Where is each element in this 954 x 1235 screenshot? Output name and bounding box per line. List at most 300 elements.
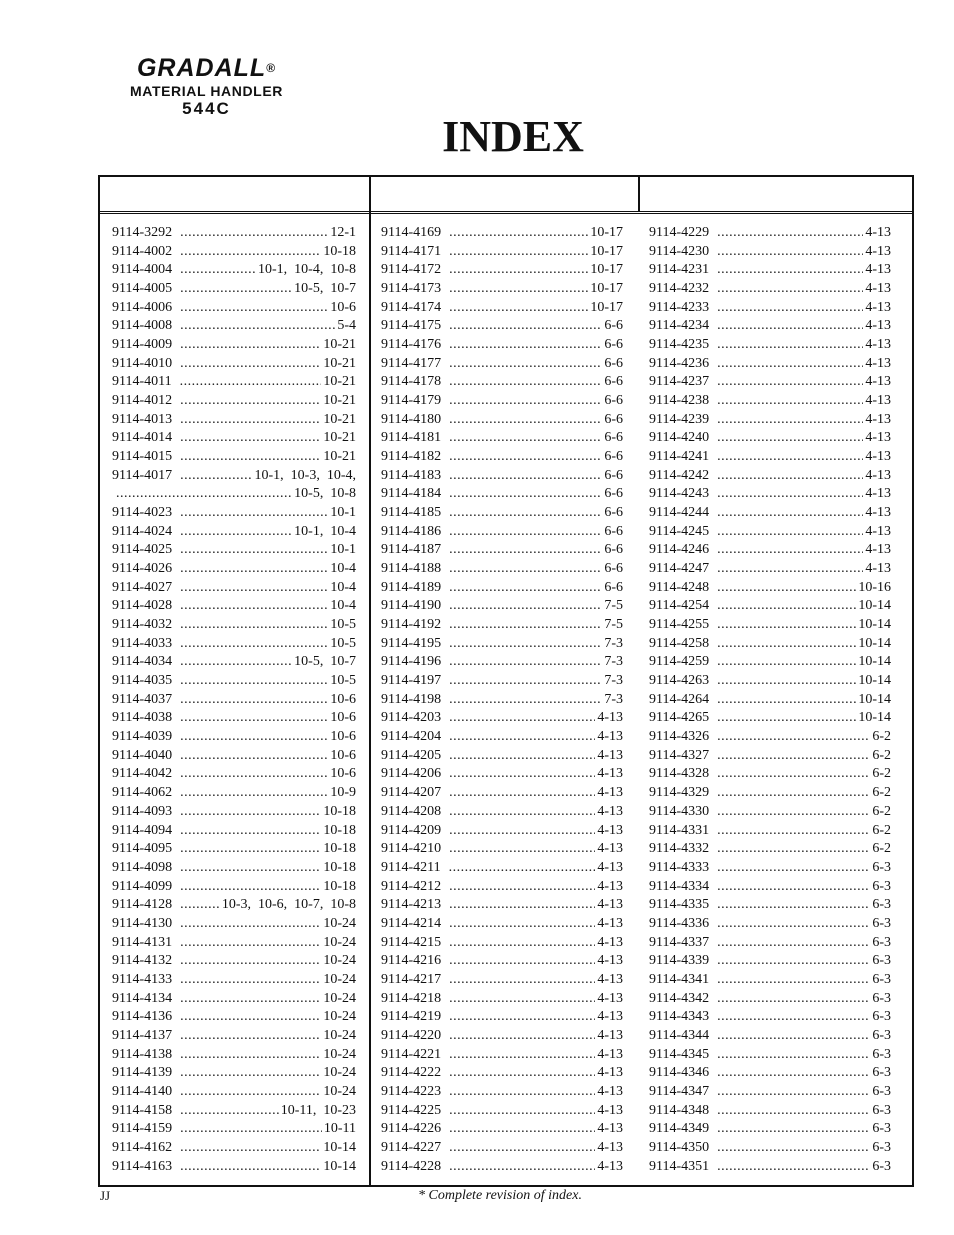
column-divider-2 <box>638 177 640 212</box>
part-number: 9114-4238 <box>649 393 710 409</box>
dot-leader <box>717 822 870 841</box>
page-reference: 4-13 <box>865 243 891 259</box>
part-number: 9114-4033 <box>112 635 173 651</box>
page-reference: 4-13 <box>865 467 891 483</box>
page-reference: 4-13 <box>865 281 891 297</box>
page-reference: 4-13 <box>865 449 891 465</box>
dot-leader <box>717 355 863 374</box>
part-number: 9114-4240 <box>649 430 710 446</box>
index-entry <box>381 878 623 897</box>
page-reference: 6-3 <box>872 990 891 1006</box>
part-number: 9114-4185 <box>381 505 442 521</box>
page-reference: 4-13 <box>865 542 891 558</box>
page-reference: 10-21 <box>323 393 356 409</box>
dot-leader <box>717 728 870 747</box>
part-number: 9114-4209 <box>381 822 442 838</box>
page-reference: 6-3 <box>872 1046 891 1062</box>
page-reference: 6-2 <box>872 785 891 801</box>
dot-leader <box>449 822 595 841</box>
index-entry <box>381 261 623 280</box>
index-column-1 <box>112 224 356 1176</box>
index-entry <box>649 709 891 728</box>
part-number: 9114-4039 <box>112 729 173 745</box>
page-reference: 4-13 <box>865 523 891 539</box>
part-number: 9114-3292 <box>112 225 173 240</box>
index-entry <box>112 1008 356 1027</box>
dot-leader <box>449 429 602 448</box>
dot-leader <box>449 261 588 280</box>
part-number: 9114-4181 <box>381 430 442 446</box>
dot-leader <box>180 691 328 710</box>
part-number: 9114-4192 <box>381 617 442 633</box>
page-reference: 4-13 <box>865 486 891 502</box>
part-number: 9114-4207 <box>381 785 442 801</box>
index-entry <box>649 448 891 467</box>
part-number: 9114-4348 <box>649 1102 710 1118</box>
part-number: 9114-4227 <box>381 1139 442 1155</box>
page-reference: 6-6 <box>604 486 623 502</box>
page-reference: 7-3 <box>604 635 623 651</box>
dot-leader <box>180 915 321 934</box>
dot-leader <box>449 355 602 374</box>
index-entry <box>649 915 891 934</box>
part-number: 9114-4139 <box>112 1065 173 1081</box>
index-entry <box>381 672 623 691</box>
dot-leader <box>449 280 588 299</box>
dot-leader <box>449 317 602 336</box>
dot-leader <box>180 560 328 579</box>
dot-leader <box>717 896 870 915</box>
index-entry <box>112 971 356 990</box>
dot-leader <box>180 1027 321 1046</box>
part-number: 9114-4175 <box>381 318 442 334</box>
part-number: 9114-4174 <box>381 299 442 315</box>
index-entry <box>649 822 891 841</box>
page-reference: 10-14 <box>858 617 891 633</box>
page-reference: 7-5 <box>604 598 623 614</box>
part-number: 9114-4216 <box>381 953 442 969</box>
dot-leader <box>180 859 321 878</box>
part-number: 9114-4014 <box>112 430 173 446</box>
page-reference: 10-17 <box>590 225 623 240</box>
dot-leader <box>180 317 335 336</box>
part-number: 9114-4347 <box>649 1083 710 1099</box>
index-entry <box>649 859 891 878</box>
index-entry <box>649 1083 891 1102</box>
dot-leader <box>449 934 595 953</box>
index-entry <box>649 579 891 598</box>
index-entry <box>649 485 891 504</box>
index-entry <box>381 560 623 579</box>
page-reference: 10-14 <box>858 635 891 651</box>
part-number: 9114-4005 <box>112 281 173 297</box>
part-number: 9114-4232 <box>649 281 710 297</box>
page-reference: 10-24 <box>323 1065 356 1081</box>
index-entry <box>381 1120 623 1139</box>
dot-leader <box>717 1083 870 1102</box>
index-column-2 <box>381 224 623 1176</box>
part-number: 9114-4035 <box>112 673 173 689</box>
part-number: 9114-4183 <box>381 467 442 483</box>
page-reference: 4-13 <box>597 1158 623 1174</box>
page-reference: 4-13 <box>865 411 891 427</box>
dot-leader <box>449 784 595 803</box>
page-reference: 10-24 <box>323 990 356 1006</box>
part-number: 9114-4213 <box>381 897 442 913</box>
dot-leader <box>449 560 602 579</box>
page-reference: 4-13 <box>597 729 623 745</box>
page-reference: 6-6 <box>604 411 623 427</box>
page-reference: 4-13 <box>597 785 623 801</box>
index-entry <box>649 1158 891 1177</box>
page-reference: 10-11 <box>323 1121 356 1137</box>
dot-leader <box>717 691 856 710</box>
dot-leader <box>180 373 322 392</box>
dot-leader <box>449 728 595 747</box>
index-entry <box>112 765 356 784</box>
page-reference: 10-21 <box>323 374 356 390</box>
page-reference: 10-24 <box>323 1027 356 1043</box>
page-reference: 6-6 <box>604 523 623 539</box>
index-entry <box>649 224 891 243</box>
page-reference: 4-13 <box>865 430 891 446</box>
part-number: 9114-4243 <box>649 486 710 502</box>
part-number: 9114-4351 <box>649 1158 710 1174</box>
page-reference: 6-3 <box>872 1102 891 1118</box>
dot-leader <box>449 915 595 934</box>
dot-leader <box>180 709 328 728</box>
dot-leader <box>717 224 863 243</box>
index-entry <box>649 1008 891 1027</box>
dot-leader <box>717 952 870 971</box>
page-reference: 10-24 <box>323 971 356 987</box>
column-divider-1 <box>369 177 371 1187</box>
page-reference: 10-1, 10-4, 10-8 <box>258 262 356 278</box>
part-number: 9114-4241 <box>649 449 710 465</box>
dot-leader <box>180 616 328 635</box>
index-entry <box>381 280 623 299</box>
dot-leader <box>717 934 870 953</box>
dot-leader <box>717 1008 870 1027</box>
page-reference: 10-6 <box>330 691 356 707</box>
dot-leader <box>180 280 292 299</box>
part-number: 9114-4330 <box>649 803 710 819</box>
page-reference: 6-3 <box>872 897 891 913</box>
part-number: 9114-4339 <box>649 953 710 969</box>
dot-leader <box>717 336 863 355</box>
dot-leader <box>449 1083 595 1102</box>
part-number: 9114-4042 <box>112 766 173 782</box>
page-reference: 6-3 <box>872 859 891 875</box>
index-entry <box>649 243 891 262</box>
page-reference: 7-5 <box>604 617 623 633</box>
page-reference: 6-3 <box>872 1139 891 1155</box>
part-number: 9114-4137 <box>112 1027 173 1043</box>
part-number: 9114-4023 <box>112 505 173 521</box>
index-entry <box>112 990 356 1009</box>
index-entry <box>381 840 623 859</box>
dot-leader <box>449 840 595 859</box>
page-reference: 10-3, 10-6, 10-7, 10-8 <box>221 897 356 913</box>
dot-leader <box>717 1064 870 1083</box>
part-number: 9114-4345 <box>649 1046 710 1062</box>
index-entry <box>649 504 891 523</box>
part-number: 9114-4131 <box>112 934 173 950</box>
index-entry <box>381 915 623 934</box>
page-reference: 6-2 <box>872 841 891 857</box>
part-number: 9114-4136 <box>112 1009 173 1025</box>
page-reference: 4-13 <box>597 1009 623 1025</box>
part-number: 9114-4133 <box>112 971 173 987</box>
dot-leader <box>180 952 321 971</box>
dot-leader <box>449 952 595 971</box>
dot-leader <box>449 541 602 560</box>
page-reference: 10-21 <box>323 411 356 427</box>
page-reference: 4-13 <box>865 225 891 240</box>
dot-leader <box>180 504 328 523</box>
part-number: 9114-4128 <box>112 897 173 913</box>
part-number: 9114-4341 <box>649 971 710 987</box>
part-number: 9114-4189 <box>381 579 442 595</box>
dot-leader <box>449 336 602 355</box>
dot-leader <box>449 878 595 897</box>
page-reference: 6-6 <box>604 355 623 371</box>
dot-leader <box>717 1102 870 1121</box>
part-number: 9114-4217 <box>381 971 442 987</box>
dot-leader <box>717 765 870 784</box>
page-reference: 4-13 <box>597 1102 623 1118</box>
index-column-3 <box>649 224 891 1176</box>
page-reference: 4-13 <box>865 374 891 390</box>
page-reference: 6-3 <box>872 1121 891 1137</box>
dot-leader <box>180 1120 322 1139</box>
part-number: 9114-4197 <box>381 673 442 689</box>
part-number: 9114-4349 <box>649 1121 710 1137</box>
page-reference: 10-6 <box>330 766 356 782</box>
index-entry <box>381 411 623 430</box>
page-reference: 10-24 <box>323 1046 356 1062</box>
dot-leader <box>717 504 863 523</box>
page-reference: 4-13 <box>597 710 623 726</box>
page-reference: 4-13 <box>597 953 623 969</box>
dot-leader <box>717 915 870 934</box>
part-number: 9114-4095 <box>112 841 173 857</box>
dot-leader <box>449 803 595 822</box>
index-entry <box>649 523 891 542</box>
index-entry <box>381 243 623 262</box>
footer-code: JJ <box>100 1188 111 1203</box>
dot-leader <box>449 709 595 728</box>
dot-leader <box>180 261 256 280</box>
page-reference: 6-3 <box>872 1083 891 1099</box>
brand-name: GRADALL® <box>136 54 277 82</box>
page-reference: 10-14 <box>858 654 891 670</box>
dot-leader <box>180 896 220 915</box>
page-reference: 12-1 <box>330 225 356 240</box>
index-entry <box>381 1102 623 1121</box>
part-number: 9114-4012 <box>112 393 173 409</box>
part-number: 9114-4210 <box>381 841 442 857</box>
page-reference: 10-24 <box>323 1083 356 1099</box>
index-entry <box>381 299 623 318</box>
dot-leader <box>717 541 863 560</box>
page-reference: 10-4 <box>330 561 356 577</box>
dot-leader <box>449 243 588 262</box>
model-number: 544C <box>182 99 231 118</box>
dot-leader <box>449 1008 595 1027</box>
index-entry <box>112 1139 356 1158</box>
dot-leader <box>180 579 328 598</box>
page-reference: 6-3 <box>872 1027 891 1043</box>
index-entry <box>112 653 356 672</box>
part-number: 9114-4332 <box>649 841 710 857</box>
page-reference: 10-6 <box>330 299 356 315</box>
index-entry <box>649 990 891 1009</box>
index-entry <box>112 840 356 859</box>
part-number: 9114-4331 <box>649 822 710 838</box>
index-entry <box>649 878 891 897</box>
index-entry <box>381 485 623 504</box>
part-number: 9114-4228 <box>381 1158 442 1174</box>
dot-leader <box>717 523 863 542</box>
index-entry <box>112 317 356 336</box>
index-entry <box>649 635 891 654</box>
page-reference: 10-18 <box>323 243 356 259</box>
page-reference: 10-24 <box>323 953 356 969</box>
dot-leader <box>449 1139 595 1158</box>
index-entry <box>381 504 623 523</box>
dot-leader <box>717 971 870 990</box>
part-number: 9114-4326 <box>649 729 710 745</box>
page-reference: 10-6 <box>330 729 356 745</box>
index-entry <box>649 429 891 448</box>
dot-leader <box>449 1158 595 1177</box>
page-reference: 10-1 <box>330 542 356 558</box>
index-entry <box>381 1139 623 1158</box>
index-entry <box>649 1102 891 1121</box>
index-entry <box>649 1139 891 1158</box>
index-entry <box>381 429 623 448</box>
page-reference: 10-5 <box>330 617 356 633</box>
page-reference: 10-24 <box>323 915 356 931</box>
index-entry <box>649 355 891 374</box>
index-entry <box>381 597 623 616</box>
page-reference: 6-3 <box>872 971 891 987</box>
dot-leader <box>717 803 870 822</box>
part-number: 9114-4221 <box>381 1046 442 1062</box>
product-name: MATERIAL HANDLER <box>130 83 283 99</box>
dot-leader <box>449 485 602 504</box>
index-entry <box>381 747 623 766</box>
part-number: 9114-4134 <box>112 990 173 1006</box>
index-entry <box>649 691 891 710</box>
index-entry <box>112 1083 356 1102</box>
page-reference: 10-5 <box>330 673 356 689</box>
part-number: 9114-4334 <box>649 878 710 894</box>
part-number: 9114-4236 <box>649 355 710 371</box>
page-reference: 10-24 <box>323 934 356 950</box>
part-number: 9114-4040 <box>112 747 173 763</box>
dot-leader <box>717 672 856 691</box>
part-number: 9114-4222 <box>381 1065 442 1081</box>
page-reference: 10-5 <box>330 635 356 651</box>
index-entry <box>649 411 891 430</box>
index-entry <box>381 1008 623 1027</box>
index-entry <box>381 691 623 710</box>
dot-leader <box>717 597 856 616</box>
dot-leader <box>717 485 863 504</box>
dot-leader <box>449 467 602 486</box>
part-number: 9114-4220 <box>381 1027 442 1043</box>
dot-leader <box>449 691 602 710</box>
page-reference: 6-6 <box>604 561 623 577</box>
part-number: 9114-4235 <box>649 337 710 353</box>
page-reference: 10-21 <box>323 355 356 371</box>
part-number: 9114-4239 <box>649 411 710 427</box>
page-reference: 10-14 <box>323 1139 356 1155</box>
dot-leader <box>180 1158 321 1177</box>
index-entry <box>112 934 356 953</box>
dot-leader <box>180 355 321 374</box>
dot-leader <box>717 317 863 336</box>
dot-leader <box>717 1046 870 1065</box>
dot-leader <box>180 224 328 243</box>
part-number: 9114-4337 <box>649 934 710 950</box>
index-entry <box>381 317 623 336</box>
dot-leader <box>180 934 321 953</box>
page-reference: 4-13 <box>597 878 623 894</box>
part-number: 9114-4248 <box>649 579 710 595</box>
part-number: 9114-4094 <box>112 822 173 838</box>
index-entry <box>112 579 356 598</box>
header-rule <box>100 211 912 214</box>
index-entry <box>381 990 623 1009</box>
page-reference: 4-13 <box>597 859 623 875</box>
part-number: 9114-4024 <box>112 523 173 539</box>
page-reference: 7-3 <box>604 673 623 689</box>
index-entry <box>381 392 623 411</box>
dot-leader <box>449 1064 595 1083</box>
dot-leader <box>717 467 863 486</box>
index-entry <box>649 765 891 784</box>
index-entry <box>649 952 891 971</box>
page-reference: 6-3 <box>872 953 891 969</box>
part-number: 9114-4169 <box>381 225 442 240</box>
dot-leader <box>717 1120 870 1139</box>
part-number: 9114-4244 <box>649 505 710 521</box>
part-number: 9114-4027 <box>112 579 173 595</box>
index-entry <box>381 709 623 728</box>
page-reference: 7-3 <box>604 654 623 670</box>
index-entry <box>112 803 356 822</box>
part-number: 9114-4196 <box>381 654 442 670</box>
dot-leader <box>449 523 602 542</box>
index-entry <box>112 336 356 355</box>
page-reference: 6-2 <box>872 729 891 745</box>
index-entry <box>112 709 356 728</box>
part-number: 9114-4214 <box>381 915 442 931</box>
part-number: 9114-4246 <box>649 542 710 558</box>
dot-leader <box>717 373 863 392</box>
part-number: 9114-4225 <box>381 1102 442 1118</box>
part-number: 9114-4010 <box>112 355 173 371</box>
index-entry <box>649 336 891 355</box>
dot-leader <box>180 392 321 411</box>
part-number: 9114-4215 <box>381 934 442 950</box>
part-number: 9114-4178 <box>381 374 442 390</box>
part-number: 9114-4255 <box>649 617 710 633</box>
dot-leader <box>717 1158 870 1177</box>
